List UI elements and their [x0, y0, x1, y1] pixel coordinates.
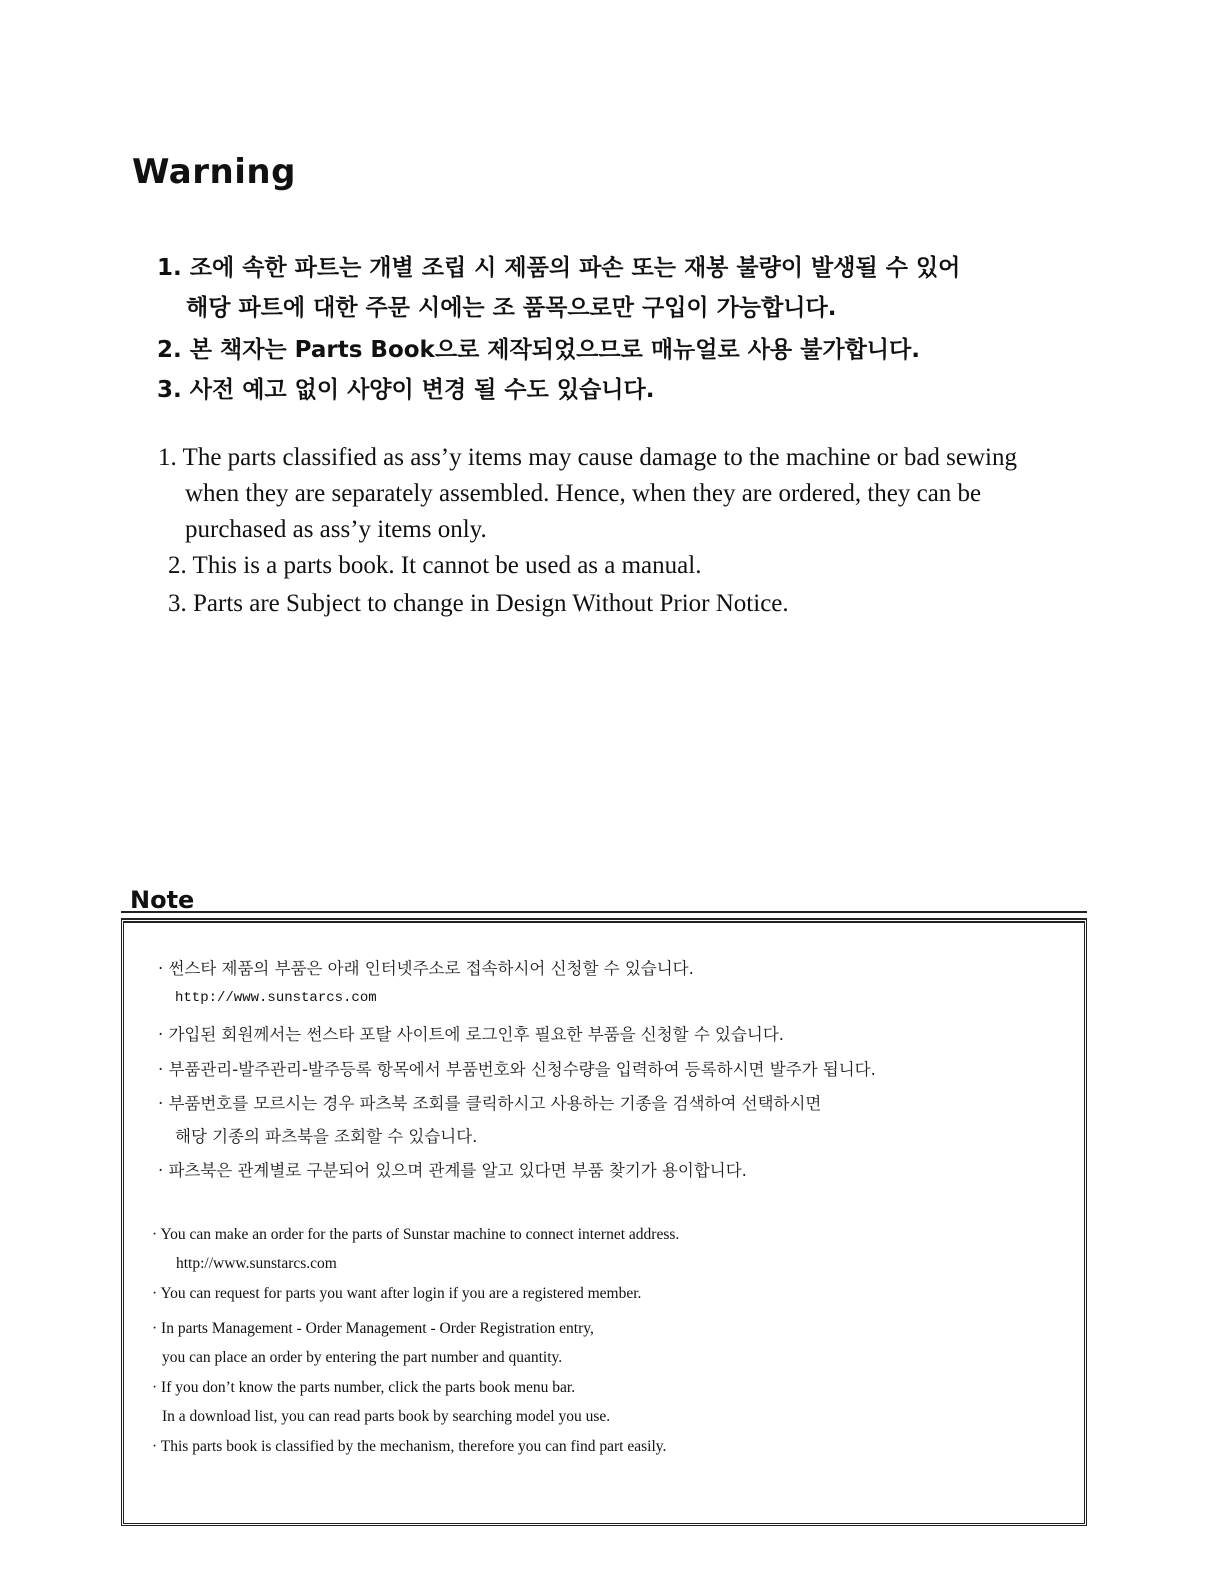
note-english-line: · You can make an order for the parts of Sunstar machine to connect internet address. — [152, 1226, 680, 1243]
note-korean-line: 해당 기종의 파츠북을 조회할 수 있습니다. — [175, 1127, 478, 1146]
note-korean-line: · 부품관리-발주관리-발주등록 항목에서 부품번호와 신청수량을 입력하여 등록하시면 발주가 됩니다. — [158, 1060, 876, 1079]
note-english-line: In a download list, you can read parts book by searching model you use. — [162, 1408, 611, 1425]
warning-english-line: 3. Parts are Subject to change in Design Without Prior Notice. — [168, 590, 789, 617]
note-title: Note — [130, 886, 195, 914]
warning-english-line: when they are separately assembled. Hence, when they are ordered, they can be — [185, 480, 982, 507]
note-english-url: http://www.sunstarcs.com — [176, 1255, 337, 1272]
warning-korean-line: 2. 본 책자는 Parts Book으로 제작되었으므로 매뉴얼로 사용 불가합니다. — [157, 337, 920, 363]
warning-korean-line: 해당 파트에 대한 주문 시에는 조 품목으로만 구입이 가능합니다. — [186, 295, 837, 321]
note-box — [121, 918, 1087, 1526]
warning-korean-line: 3. 사전 예고 없이 사양이 변경 될 수도 있습니다. — [157, 377, 655, 403]
warning-title: Warning — [132, 152, 296, 192]
warning-english-line: 2. This is a parts book. It cannot be used as a manual. — [168, 552, 702, 579]
note-english-line: · You can request for parts you want after login if you are a registered member. — [152, 1285, 642, 1302]
note-english-line: · In parts Management - Order Management - Order Registration entry, — [152, 1320, 594, 1337]
note-english-line: · This parts book is classified by the mechanism, therefore you can find part easily. — [152, 1438, 667, 1455]
warning-english-line: purchased as ass’y items only. — [185, 516, 487, 543]
note-korean-line: · 파츠북은 관계별로 구분되어 있으며 관계를 알고 있다면 부품 찾기가 용이합니다. — [158, 1161, 747, 1180]
note-rule — [121, 911, 1087, 913]
warning-english-line: 1. The parts classified as ass’y items may cause damage to the machine or bad sewing — [158, 444, 1017, 471]
note-english-line: · If you don’t know the parts number, click the parts book menu bar. — [152, 1379, 576, 1396]
warning-korean-line: 1. 조에 속한 파트는 개별 조립 시 제품의 파손 또는 재봉 불량이 발생될 수 있어 — [157, 255, 961, 281]
note-korean-line: · 가입된 회원께서는 썬스타 포탈 사이트에 로그인후 필요한 부품을 신청할 수 있습니다. — [158, 1025, 785, 1044]
note-korean-line: · 부품번호를 모르시는 경우 파츠북 조회를 클릭하시고 사용하는 기종을 검색하여 선택하시면 — [158, 1094, 822, 1113]
note-korean-line: · 썬스타 제품의 부품은 아래 인터넷주소로 접속하시어 신청할 수 있습니다. — [158, 959, 694, 978]
note-english-line: you can place an order by entering the part number and quantity. — [162, 1349, 563, 1366]
note-korean-url: http://www.sunstarcs.com — [175, 990, 377, 1006]
